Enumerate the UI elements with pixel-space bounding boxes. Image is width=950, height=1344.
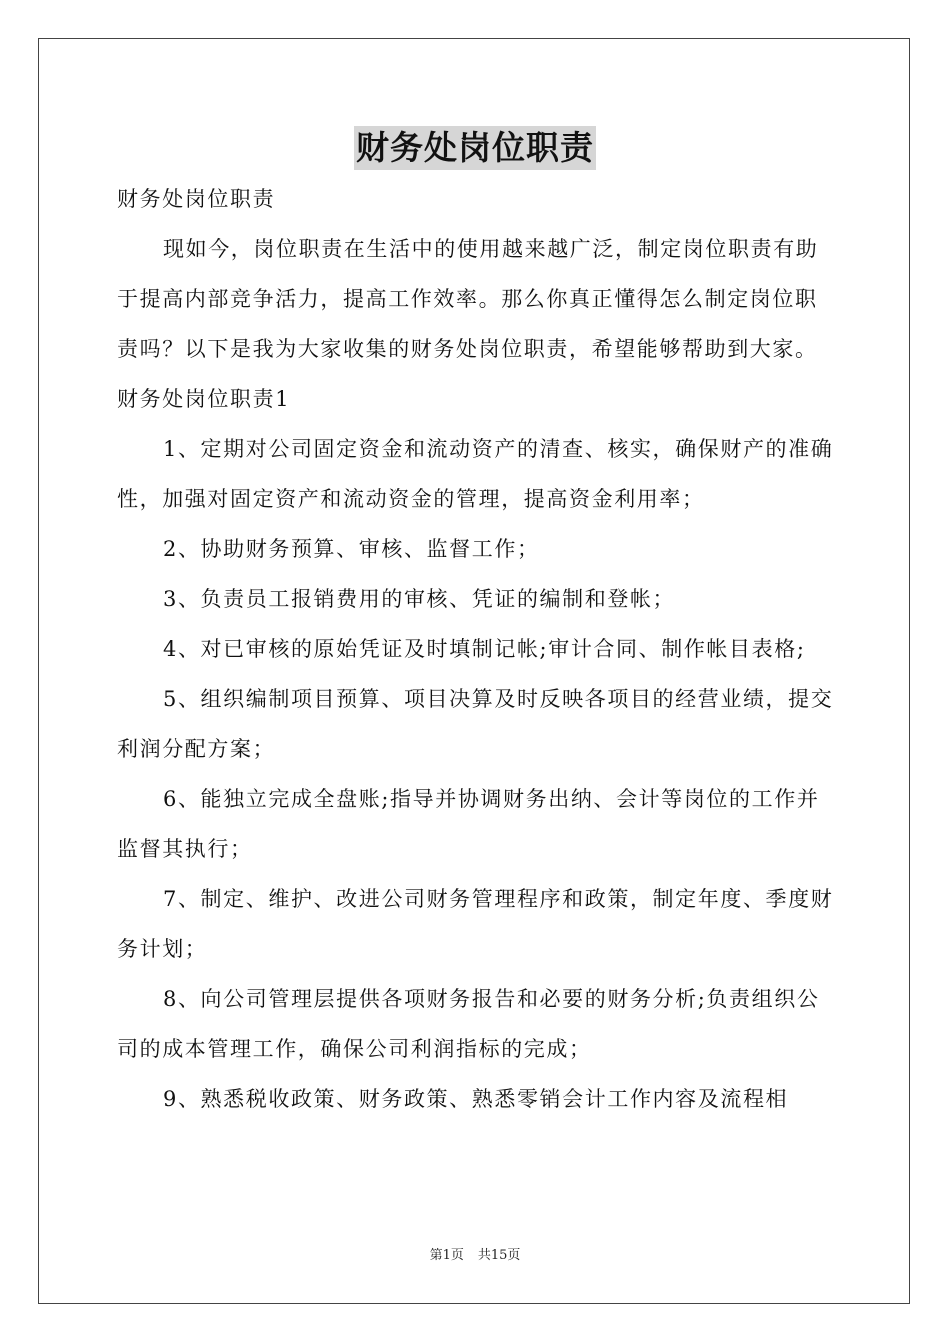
page-number: 第1页 [429, 1248, 464, 1263]
duty-item-8: 8、向公司管理层提供各项财务报告和必要的财务分析;负责组织公司的成本管理工作，确保公司利润指标的完成； [117, 987, 820, 1061]
page-footer [0, 1247, 950, 1265]
document-body [117, 174, 837, 1124]
section-heading: 财务处岗位职责1 [117, 387, 291, 411]
subtitle: 财务处岗位职责 [117, 187, 276, 211]
duty-item-4: 4、对已审核的原始凭证及时填制记帐;审计合同、制作帐目表格; [163, 637, 806, 661]
duty-item-1: 1、定期对公司固定资金和流动资产的清查、核实，确保财产的准确性，加强对固定资产和流动资金的管理，提高资金利用率； [117, 437, 834, 511]
duty-item-9: 9、熟悉税收政策、财务政策、熟悉零销会计工作内容及流程相 [163, 1087, 789, 1111]
duty-item-5: 5、组织编制项目预算、项目决算及时反映各项目的经营业绩，提交利润分配方案； [117, 687, 834, 761]
page-total: 共15页 [477, 1248, 521, 1263]
intro-paragraph: 现如今，岗位职责在生活中的使用越来越广泛，制定岗位职责有助于提高内部竞争活力，提高工作效率。那么你真正懂得怎么制定岗位职责吗？以下是我为大家收集的财务处岗位职责，希望能够帮助到大家。 [117, 237, 819, 361]
document-title: 财务处岗位职责 [354, 126, 596, 170]
duty-item-7: 7、制定、维护、改进公司财务管理程序和政策，制定年度、季度财务计划； [117, 887, 834, 961]
title-area [0, 126, 950, 170]
duty-item-3: 3、负责员工报销费用的审核、凭证的编制和登帐； [163, 587, 676, 611]
duty-item-6: 6、能独立完成全盘账;指导并协调财务出纳、会计等岗位的工作并监督其执行； [117, 787, 820, 861]
duty-item-2: 2、协助财务预算、审核、监督工作； [163, 537, 540, 561]
